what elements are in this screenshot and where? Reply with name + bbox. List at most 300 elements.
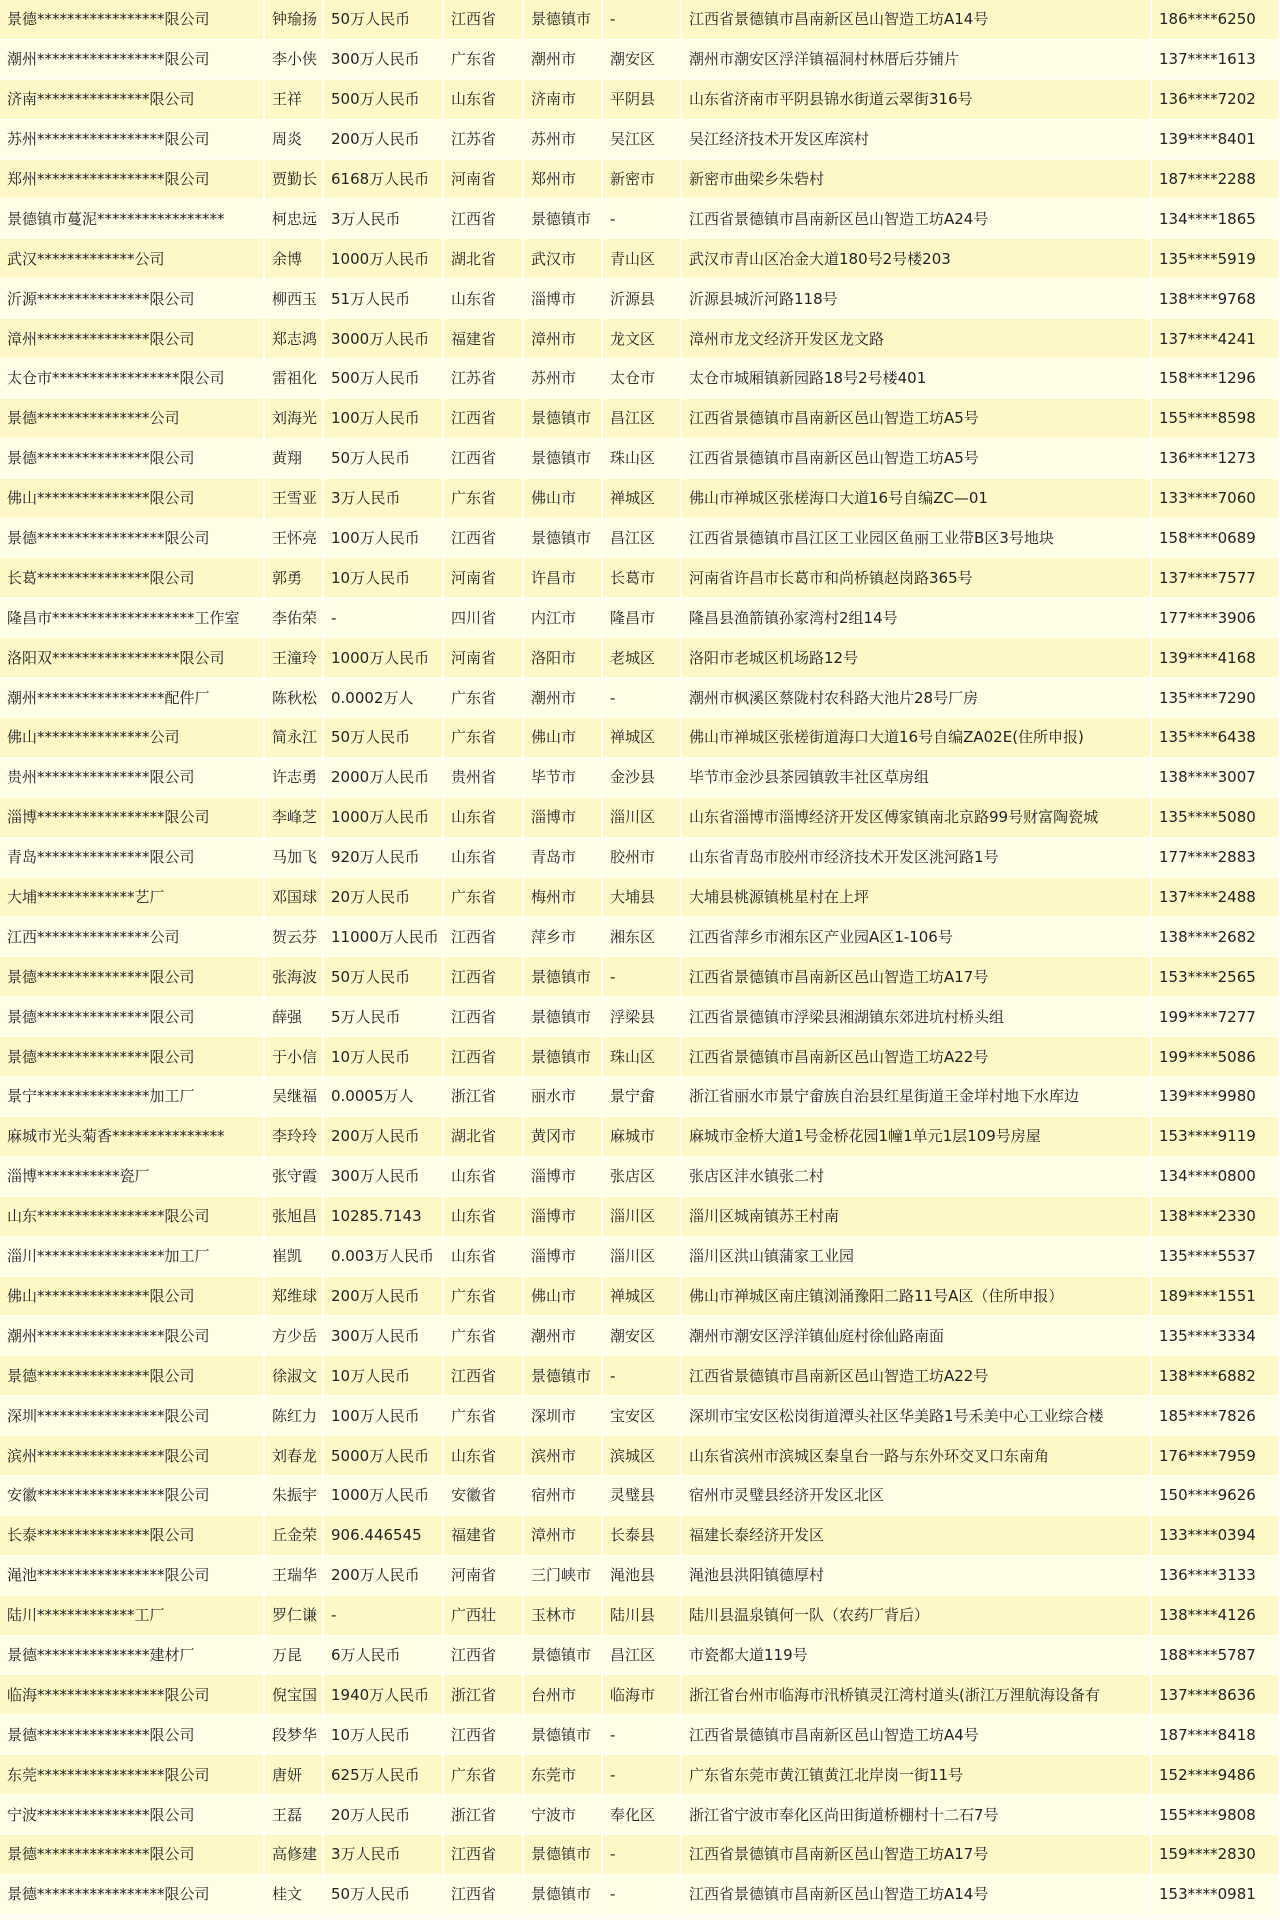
company-name-cell: 景德***************限公司 [0,1835,265,1875]
province-cell: 广东省 [444,40,524,80]
registered-capital-cell: 300万人民币 [324,1157,444,1197]
registered-capital-cell: 300万人民币 [324,40,444,80]
province-cell: 江苏省 [444,359,524,399]
district-cell: 长泰县 [603,1516,682,1556]
province-cell: 山东省 [444,1237,524,1277]
registered-capital-cell: 50万人民币 [324,718,444,758]
table-row [0,199,1280,239]
address-cell: 渑池县洪阳镇德厚村 [682,1556,1152,1596]
registered-capital-cell: 625万人民币 [324,1755,444,1795]
city-cell: 台州市 [524,1675,603,1715]
city-cell: 景德镇市 [524,1875,603,1915]
registered-capital-cell: 6万人民币 [324,1636,444,1676]
address-cell: 浙江省台州市临海市汛桥镇灵江湾村道头(浙江万浬航海设备有 [682,1675,1152,1715]
phone-cell: 158****0689 [1152,519,1280,559]
legal-person-cell: 雷祖化 [265,359,324,399]
city-cell: 东莞市 [524,1755,603,1795]
phone-cell: 136****1273 [1152,439,1280,479]
province-cell: 浙江省 [444,1077,524,1117]
table-row [0,1516,1280,1556]
district-cell: 平阴县 [603,80,682,120]
province-cell: 山东省 [444,1197,524,1237]
address-cell: 山东省淄博市淄博经济开发区傅家镇南北京路99号财富陶瓷城 [682,798,1152,838]
district-cell: 景宁畲 [603,1077,682,1117]
city-cell: 佛山市 [524,1277,603,1317]
province-cell: 江西省 [444,917,524,957]
province-cell: 贵州省 [444,758,524,798]
phone-cell: 133****0394 [1152,1516,1280,1556]
registered-capital-cell: 1000万人民币 [324,638,444,678]
registered-capital-cell: 3万人民币 [324,479,444,519]
district-cell: - [603,1875,682,1915]
company-name-cell: 景德***************限公司 [0,1037,265,1077]
phone-cell: 138****2330 [1152,1197,1280,1237]
address-cell: 潮州市潮安区浮洋镇仙庭村徐仙路南面 [682,1316,1152,1356]
province-cell: 山东省 [444,838,524,878]
province-cell: 江西省 [444,439,524,479]
company-name-cell: 佛山***************限公司 [0,1277,265,1317]
table-row [0,239,1280,279]
company-name-cell: 渑池*****************限公司 [0,1556,265,1596]
table-row [0,1675,1280,1715]
registered-capital-cell: 10万人民币 [324,1037,444,1077]
address-cell: 江西省萍乡市湘东区产业园A区1-106号 [682,917,1152,957]
city-cell: 景德镇市 [524,1715,603,1755]
city-cell: 玉林市 [524,1596,603,1636]
phone-cell: 135****5080 [1152,798,1280,838]
table-row [0,279,1280,319]
province-cell: 山东省 [444,1436,524,1476]
district-cell: 大埔县 [603,878,682,918]
city-cell: 苏州市 [524,120,603,160]
company-name-cell: 济南***************限公司 [0,80,265,120]
registered-capital-cell: 10万人民币 [324,1356,444,1396]
legal-person-cell: 丘金荣 [265,1516,324,1556]
phone-cell: 137****8636 [1152,1675,1280,1715]
table-row [0,319,1280,359]
registered-capital-cell: 500万人民币 [324,359,444,399]
table-row [0,1197,1280,1237]
legal-person-cell: 唐妍 [265,1755,324,1795]
district-cell: 张店区 [603,1157,682,1197]
district-cell: 珠山区 [603,1037,682,1077]
phone-cell: 177****3906 [1152,598,1280,638]
district-cell: 青山区 [603,239,682,279]
address-cell: 隆昌县渔箭镇孙家湾村2组14号 [682,598,1152,638]
phone-cell: 186****6250 [1152,0,1280,40]
city-cell: 景德镇市 [524,957,603,997]
company-name-cell: 武汉*************公司 [0,239,265,279]
province-cell: 广东省 [444,678,524,718]
district-cell: 淄川区 [603,1237,682,1277]
city-cell: 景德镇市 [524,199,603,239]
city-cell: 景德镇市 [524,399,603,439]
registered-capital-cell: 11000万人民币 [324,917,444,957]
district-cell: 潮安区 [603,1316,682,1356]
registered-capital-cell: 3万人民币 [324,199,444,239]
legal-person-cell: 朱振宇 [265,1476,324,1516]
table-row [0,519,1280,559]
address-cell: 吴江经济技术开发区库滨村 [682,120,1152,160]
address-cell: 市瓷都大道119号 [682,1636,1152,1676]
legal-person-cell: 钟瑜扬 [265,0,324,40]
address-cell: 佛山市禅城区张槎街道海口大道16号自编ZA02E(住所申报) [682,718,1152,758]
address-cell: 江西省景德镇市昌南新区邑山智造工坊A5号 [682,399,1152,439]
phone-cell: 138****6882 [1152,1356,1280,1396]
legal-person-cell: 罗仁谦 [265,1596,324,1636]
company-name-cell: 郑州*****************限公司 [0,160,265,200]
address-cell: 江西省景德镇市浮梁县湘湖镇东郊进坑村桥头组 [682,997,1152,1037]
table-row [0,1835,1280,1875]
registered-capital-cell: 50万人民币 [324,439,444,479]
district-cell: 太仓市 [603,359,682,399]
registered-capital-cell: 200万人民币 [324,1117,444,1157]
district-cell: - [603,1356,682,1396]
city-cell: 三门峡市 [524,1556,603,1596]
registered-capital-cell: 0.003万人民币 [324,1237,444,1277]
registered-capital-cell: - [324,598,444,638]
address-cell: 太仓市城厢镇新园路18号2号楼401 [682,359,1152,399]
table-row [0,957,1280,997]
company-name-cell: 潮州*****************限公司 [0,1316,265,1356]
legal-person-cell: 万昆 [265,1636,324,1676]
phone-cell: 135****5919 [1152,239,1280,279]
province-cell: 江西省 [444,519,524,559]
table-row [0,558,1280,598]
city-cell: 佛山市 [524,718,603,758]
address-cell: 江西省景德镇市昌江区工业园区鱼丽工业带B区3号地块 [682,519,1152,559]
legal-person-cell: 贾勤长 [265,160,324,200]
registered-capital-cell: 0.0002万人 [324,678,444,718]
address-cell: 山东省青岛市胶州市经济技术开发区洮河路1号 [682,838,1152,878]
table-row [0,399,1280,439]
legal-person-cell: 李小侠 [265,40,324,80]
table-row [0,1077,1280,1117]
province-cell: 浙江省 [444,1675,524,1715]
district-cell: 湘东区 [603,917,682,957]
table-row [0,1715,1280,1755]
district-cell: 昌江区 [603,1636,682,1676]
province-cell: 江西省 [444,1037,524,1077]
registered-capital-cell: 1000万人民币 [324,798,444,838]
district-cell: 禅城区 [603,479,682,519]
legal-person-cell: 简永江 [265,718,324,758]
company-name-cell: 山东*****************限公司 [0,1197,265,1237]
city-cell: 宁波市 [524,1795,603,1835]
company-name-cell: 苏州*****************限公司 [0,120,265,160]
address-cell: 漳州市龙文经济开发区龙文路 [682,319,1152,359]
phone-cell: 137****4241 [1152,319,1280,359]
province-cell: 广东省 [444,479,524,519]
legal-person-cell: 段梦华 [265,1715,324,1755]
phone-cell: 153****0981 [1152,1875,1280,1915]
city-cell: 潮州市 [524,40,603,80]
registered-capital-cell: 920万人民币 [324,838,444,878]
phone-cell: 133****7060 [1152,479,1280,519]
province-cell: 湖北省 [444,1117,524,1157]
legal-person-cell: 李峰芝 [265,798,324,838]
province-cell: 广东省 [444,1396,524,1436]
registered-capital-cell: 50万人民币 [324,1875,444,1915]
address-cell: 江西省景德镇市昌南新区邑山智造工坊A24号 [682,199,1152,239]
phone-cell: 150****9626 [1152,1476,1280,1516]
address-cell: 广东省东莞市黄江镇黄江北岸岗一街11号 [682,1755,1152,1795]
city-cell: 淄博市 [524,1237,603,1277]
company-name-cell: 潮州*****************配件厂 [0,678,265,718]
company-name-cell: 景德***************限公司 [0,997,265,1037]
table-row [0,439,1280,479]
district-cell: 淄川区 [603,1197,682,1237]
phone-cell: 153****2565 [1152,957,1280,997]
address-cell: 张店区沣水镇张二村 [682,1157,1152,1197]
province-cell: 河南省 [444,160,524,200]
phone-cell: 199****5086 [1152,1037,1280,1077]
province-cell: 广东省 [444,878,524,918]
legal-person-cell: 张旭昌 [265,1197,324,1237]
city-cell: 景德镇市 [524,1037,603,1077]
phone-cell: 187****2288 [1152,160,1280,200]
district-cell: 滨城区 [603,1436,682,1476]
phone-cell: 153****9119 [1152,1117,1280,1157]
phone-cell: 139****9980 [1152,1077,1280,1117]
city-cell: 许昌市 [524,558,603,598]
table-row [0,678,1280,718]
table-row [0,1755,1280,1795]
province-cell: 广西壮 [444,1596,524,1636]
phone-cell: 135****5537 [1152,1237,1280,1277]
province-cell: 广东省 [444,1316,524,1356]
legal-person-cell: 王磊 [265,1795,324,1835]
registered-capital-cell: 5万人民币 [324,997,444,1037]
district-cell: 胶州市 [603,838,682,878]
legal-person-cell: 倪宝国 [265,1675,324,1715]
table-row [0,479,1280,519]
address-cell: 江西省景德镇市昌南新区邑山智造工坊A4号 [682,1715,1152,1755]
province-cell: 安徽省 [444,1476,524,1516]
company-name-cell: 景德***************限公司 [0,1356,265,1396]
province-cell: 河南省 [444,558,524,598]
table-row [0,80,1280,120]
address-cell: 江西省景德镇市昌南新区邑山智造工坊A17号 [682,1835,1152,1875]
table-row [0,1795,1280,1835]
address-cell: 沂源县城沂河路118号 [682,279,1152,319]
table-row [0,1316,1280,1356]
registered-capital-cell: 100万人民币 [324,519,444,559]
company-name-cell: 深圳*****************限公司 [0,1396,265,1436]
table-row [0,997,1280,1037]
company-name-cell: 隆昌市*******************工作室 [0,598,265,638]
district-cell: 昌江区 [603,399,682,439]
phone-cell: 135****6438 [1152,718,1280,758]
phone-cell: 158****1296 [1152,359,1280,399]
district-cell: 长葛市 [603,558,682,598]
city-cell: 深圳市 [524,1396,603,1436]
province-cell: 广东省 [444,1277,524,1317]
company-name-cell: 江西***************公司 [0,917,265,957]
table-row [0,798,1280,838]
city-cell: 景德镇市 [524,439,603,479]
address-cell: 潮州市潮安区浮洋镇福洞村林厝后芬铺片 [682,40,1152,80]
legal-person-cell: 邓国球 [265,878,324,918]
company-name-cell: 景德***************限公司 [0,957,265,997]
city-cell: 洛阳市 [524,638,603,678]
legal-person-cell: 余博 [265,239,324,279]
legal-person-cell: 崔凯 [265,1237,324,1277]
province-cell: 江西省 [444,399,524,439]
city-cell: 佛山市 [524,479,603,519]
address-cell: 河南省许昌市长葛市和尚桥镇赵岗路365号 [682,558,1152,598]
legal-person-cell: 刘海光 [265,399,324,439]
registered-capital-cell: 10285.7143 [324,1197,444,1237]
address-cell: 武汉市青山区冶金大道180号2号楼203 [682,239,1152,279]
company-name-cell: 景德***************限公司 [0,439,265,479]
table-row [0,1476,1280,1516]
district-cell: 龙文区 [603,319,682,359]
address-cell: 江西省景德镇市昌南新区邑山智造工坊A17号 [682,957,1152,997]
legal-person-cell: 于小信 [265,1037,324,1077]
district-cell: - [603,0,682,40]
phone-cell: 139****8401 [1152,120,1280,160]
district-cell: 昌江区 [603,519,682,559]
table-row [0,1436,1280,1476]
province-cell: 河南省 [444,1556,524,1596]
company-name-cell: 景德*****************限公司 [0,0,265,40]
legal-person-cell: 陈红力 [265,1396,324,1436]
table-row [0,718,1280,758]
address-cell: 江西省景德镇市昌南新区邑山智造工坊A14号 [682,0,1152,40]
district-cell: 浮梁县 [603,997,682,1037]
address-cell: 宿州市灵璧县经济开发区北区 [682,1476,1152,1516]
province-cell: 福建省 [444,319,524,359]
registered-capital-cell: 200万人民币 [324,1277,444,1317]
company-name-cell: 沂源***************限公司 [0,279,265,319]
legal-person-cell: 高修建 [265,1835,324,1875]
address-cell: 山东省滨州市滨城区秦皇台一路与东外环交叉口东南角 [682,1436,1152,1476]
legal-person-cell: 刘春龙 [265,1436,324,1476]
table-row [0,1556,1280,1596]
phone-cell: 136****7202 [1152,80,1280,120]
city-cell: 淄博市 [524,798,603,838]
table-row [0,1037,1280,1077]
phone-cell: 188****5787 [1152,1636,1280,1676]
company-name-cell: 长泰***************限公司 [0,1516,265,1556]
province-cell: 江西省 [444,0,524,40]
company-name-cell: 临海*****************限公司 [0,1675,265,1715]
address-cell: 洛阳市老城区机场路12号 [682,638,1152,678]
district-cell: 麻城市 [603,1117,682,1157]
address-cell: 佛山市禅城区张槎海口大道16号自编ZC—01 [682,479,1152,519]
legal-person-cell: 郑志鸿 [265,319,324,359]
company-name-cell: 漳州***************限公司 [0,319,265,359]
phone-cell: 137****1613 [1152,40,1280,80]
phone-cell: 137****2488 [1152,878,1280,918]
district-cell: 奉化区 [603,1795,682,1835]
registered-capital-cell: 3000万人民币 [324,319,444,359]
province-cell: 江西省 [444,1356,524,1396]
registered-capital-cell: 1000万人民币 [324,239,444,279]
province-cell: 江西省 [444,1875,524,1915]
company-name-cell: 景德*****************限公司 [0,519,265,559]
table-row [0,1636,1280,1676]
district-cell: - [603,678,682,718]
legal-person-cell: 周炎 [265,120,324,160]
city-cell: 漳州市 [524,319,603,359]
district-cell: 隆昌市 [603,598,682,638]
table-row [0,1356,1280,1396]
city-cell: 漳州市 [524,1516,603,1556]
phone-cell: 138****2682 [1152,917,1280,957]
province-cell: 广东省 [444,718,524,758]
registered-capital-cell: 100万人民币 [324,1396,444,1436]
phone-cell: 177****2883 [1152,838,1280,878]
phone-cell: 136****3133 [1152,1556,1280,1596]
company-name-cell: 佛山***************公司 [0,718,265,758]
phone-cell: 187****8418 [1152,1715,1280,1755]
city-cell: 淄博市 [524,1197,603,1237]
city-cell: 淄博市 [524,1157,603,1197]
district-cell: - [603,957,682,997]
province-cell: 江西省 [444,997,524,1037]
company-name-cell: 安徽*****************限公司 [0,1476,265,1516]
address-cell: 江西省景德镇市昌南新区邑山智造工坊A22号 [682,1356,1152,1396]
registered-capital-cell: 20万人民币 [324,1795,444,1835]
city-cell: 景德镇市 [524,1356,603,1396]
legal-person-cell: 薛强 [265,997,324,1037]
company-name-cell: 青岛***************限公司 [0,838,265,878]
address-cell: 深圳市宝安区松岗街道潭头社区华美路1号禾美中心工业综合楼 [682,1396,1152,1436]
table-row [0,917,1280,957]
district-cell: 渑池县 [603,1556,682,1596]
company-name-cell: 景宁***************加工厂 [0,1077,265,1117]
legal-person-cell: 贺云芬 [265,917,324,957]
district-cell: - [603,1755,682,1795]
legal-person-cell: 王祥 [265,80,324,120]
registered-capital-cell: 906.446545 [324,1516,444,1556]
registered-capital-cell: 50万人民币 [324,0,444,40]
address-cell: 福建长泰经济开发区 [682,1516,1152,1556]
province-cell: 山东省 [444,279,524,319]
city-cell: 景德镇市 [524,1636,603,1676]
province-cell: 江苏省 [444,120,524,160]
registered-capital-cell: 0.0005万人 [324,1077,444,1117]
legal-person-cell: 李玲玲 [265,1117,324,1157]
city-cell: 景德镇市 [524,519,603,559]
province-cell: 江西省 [444,1636,524,1676]
phone-cell: 134****0800 [1152,1157,1280,1197]
district-cell: 沂源县 [603,279,682,319]
address-cell: 江西省景德镇市昌南新区邑山智造工坊A14号 [682,1875,1152,1915]
legal-person-cell: 桂文 [265,1875,324,1915]
table-row [0,1277,1280,1317]
phone-cell: 139****4168 [1152,638,1280,678]
registered-capital-cell: 300万人民币 [324,1316,444,1356]
phone-cell: 138****3007 [1152,758,1280,798]
address-cell: 江西省景德镇市昌南新区邑山智造工坊A5号 [682,439,1152,479]
province-cell: 福建省 [444,1516,524,1556]
address-cell: 淄川区洪山镇蒲家工业园 [682,1237,1152,1277]
registered-capital-cell: 50万人民币 [324,957,444,997]
province-cell: 广东省 [444,1755,524,1795]
legal-person-cell: 柯忠远 [265,199,324,239]
province-cell: 山东省 [444,80,524,120]
table-row [0,758,1280,798]
district-cell: 金沙县 [603,758,682,798]
city-cell: 青岛市 [524,838,603,878]
legal-person-cell: 张守霞 [265,1157,324,1197]
registered-capital-cell: 500万人民币 [324,80,444,120]
address-cell: 佛山市禅城区南庄镇浏涌豫阳二路11号A区（住所申报） [682,1277,1152,1317]
company-name-cell: 陆川*************工厂 [0,1596,265,1636]
